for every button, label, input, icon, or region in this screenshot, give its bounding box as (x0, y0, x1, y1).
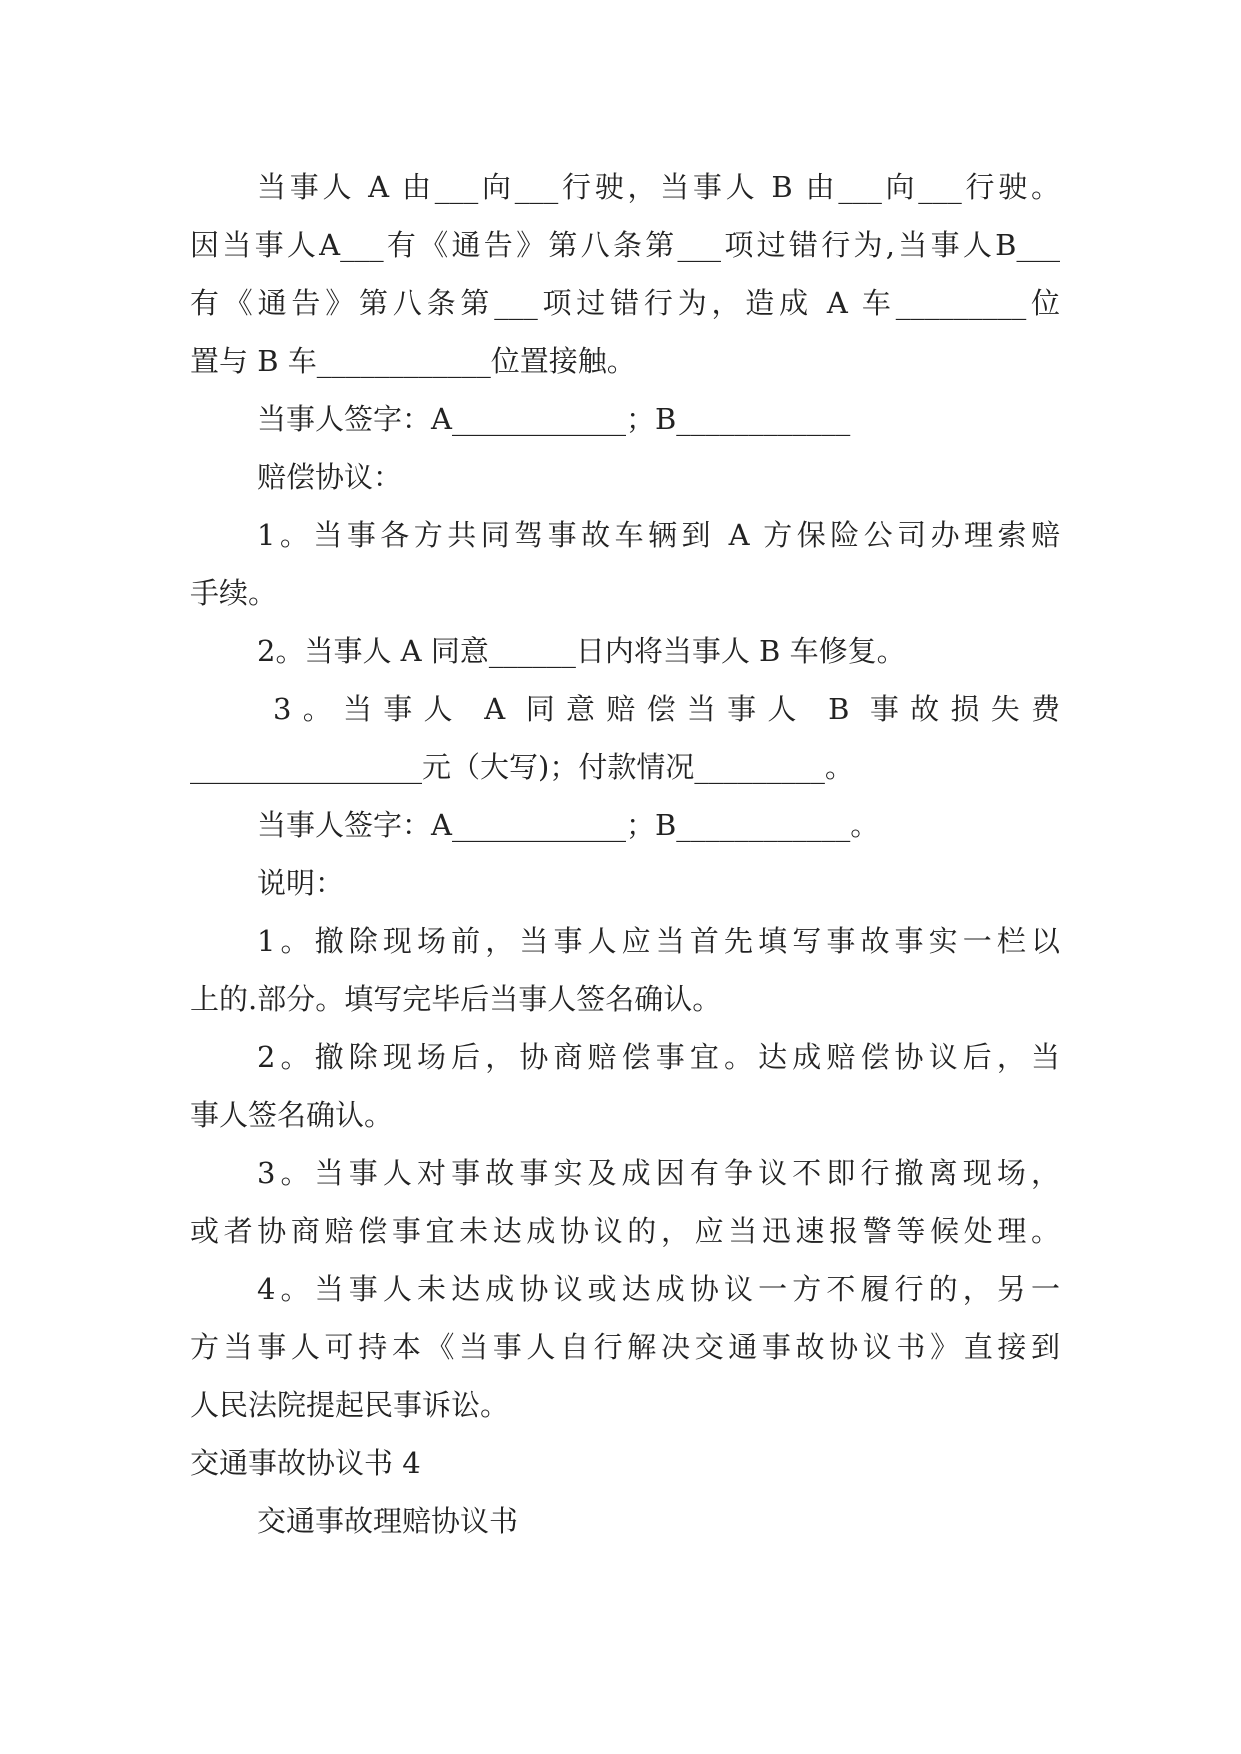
text-line: 3。当事人对事故事实及成因有争议不即行撤离现场， (257, 1156, 1060, 1190)
text-line: 置与 B 车____________位置接触。 (190, 344, 636, 378)
text-line: 1。当事各方共同驾事故车辆到 A 方保险公司办理索赔 (257, 518, 1060, 552)
section-heading-compensation: 赔偿协议： (257, 460, 403, 494)
text-line: 当事人 A 由___向___行驶，当事人 B 由___向___行驶。 (257, 170, 1060, 204)
text-line: 手续。 (190, 576, 278, 610)
text-line: 2。撤除现场后，协商赔偿事宜。达成赔偿协议后，当 (257, 1040, 1060, 1074)
text-line: 方当事人可持本《当事人自行解决交通事故协议书》直接到 (190, 1330, 1060, 1364)
text-line: 事人签名确认。 (190, 1098, 394, 1132)
text-line: 因当事人A___有《通告》第八条第___项过错行为,当事人B___ (190, 228, 1060, 262)
text-line: 2。当事人 A 同意______日内将当事人 B 车修复。 (257, 634, 906, 668)
document-subtitle: 交通事故理赔协议书 (257, 1504, 519, 1538)
section-heading-notes: 说明： (257, 866, 345, 900)
signature-line-1: 当事人签字：A____________；B____________ (257, 402, 851, 436)
text-line: 有《通告》第八条第___项过错行为，造成 A 车_________位 (190, 286, 1060, 320)
text-line: 4。当事人未达成协议或达成协议一方不履行的，另一 (257, 1272, 1060, 1306)
text-line: 或者协商赔偿事宜未达成协议的，应当迅速报警等候处理。 (190, 1214, 1060, 1248)
document-heading: 交通事故协议书 4 (190, 1446, 421, 1480)
text-line: 上的.部分。填写完毕后当事人签名确认。 (190, 982, 722, 1016)
text-line: 人民法院提起民事诉讼。 (190, 1388, 510, 1422)
signature-line-2: 当事人签字：A____________；B____________。 (257, 808, 880, 842)
text-line: 1。撤除现场前，当事人应当首先填写事故事实一栏以 (257, 924, 1060, 958)
text-line: 3。当事人 A 同意赔偿当事人 B 事故损失费 (273, 692, 1060, 726)
text-line: ________________元（大写)；付款情况_________。 (190, 750, 854, 784)
